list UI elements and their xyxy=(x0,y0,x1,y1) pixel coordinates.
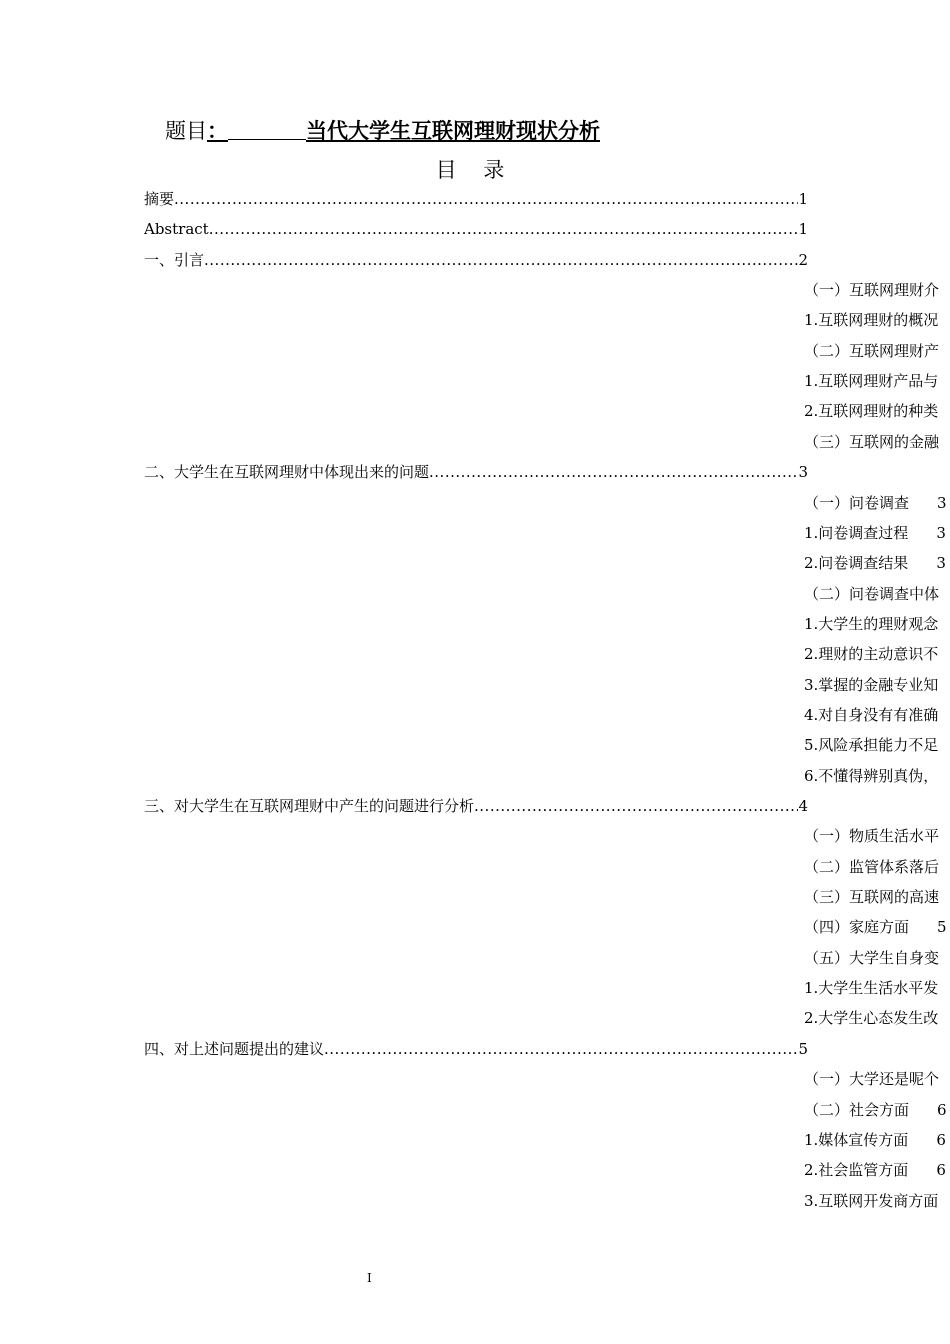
toc-entry[interactable] xyxy=(804,1186,950,1216)
toc-entry[interactable] xyxy=(144,457,808,487)
toc-entry-label: （一）问卷调查 xyxy=(804,493,910,512)
toc-entry-label: 摘要 xyxy=(144,190,175,208)
toc-entry-label: 2.互联网理财的种类 xyxy=(804,402,939,421)
toc-entry-page: 5 xyxy=(798,1039,808,1058)
toc-entry-page: 4 xyxy=(798,797,808,815)
toc-entry[interactable] xyxy=(804,700,950,730)
toc-entry[interactable] xyxy=(804,761,950,791)
toc-entry-page: 3 xyxy=(936,523,946,542)
toc-entry[interactable] xyxy=(804,1003,950,1033)
toc-entry-label: 1.媒体宣传方面 xyxy=(804,1130,909,1149)
toc-entry-page: 1 xyxy=(798,190,808,208)
toc-entry-label: 1.互联网理财产品与 xyxy=(804,372,939,391)
title-underline-gap xyxy=(228,117,306,140)
toc-entry-label: （四）家庭方面 xyxy=(804,918,910,937)
title-colon: ： xyxy=(207,118,228,143)
toc-entry[interactable] xyxy=(804,305,950,335)
toc-entry-label: （二）互联网理财产 xyxy=(804,341,940,360)
toc-entry-label: 一、引言 xyxy=(144,250,205,269)
toc-entry-label: 3.掌握的金融专业知 xyxy=(804,675,939,694)
toc-entry-label: 1.互联网理财的概况 xyxy=(804,311,939,330)
toc-entry[interactable] xyxy=(804,1125,950,1155)
toc-entry-label: 1.大学生的理财观念 xyxy=(804,614,939,633)
toc-leader-dots xyxy=(209,214,799,244)
toc-entry[interactable] xyxy=(804,730,950,760)
toc-entry-label: （二）监管体系落后 xyxy=(804,857,940,876)
toc-leader-dots xyxy=(204,245,798,275)
toc-entry[interactable] xyxy=(804,427,950,457)
toc-leader-dots xyxy=(324,1034,798,1064)
toc-entry[interactable] xyxy=(804,518,950,548)
toc-entry-label: 3.互联网开发商方面 xyxy=(804,1191,939,1210)
toc-entry[interactable] xyxy=(804,609,950,639)
toc-entry[interactable] xyxy=(804,336,950,366)
toc-entry[interactable] xyxy=(804,943,950,973)
toc-entry-label: （二）问卷调查中体 xyxy=(804,584,940,603)
toc-entry[interactable] xyxy=(804,670,950,700)
title-main: 当代大学生互联网理财现状分析 xyxy=(306,118,600,143)
toc-entry-label: 4.对自身没有有准确 xyxy=(804,705,939,724)
toc-entry[interactable] xyxy=(804,366,950,396)
toc-entry[interactable] xyxy=(804,548,950,578)
document-title xyxy=(165,116,600,146)
toc-entry-page: 3 xyxy=(937,493,947,512)
toc-entry[interactable] xyxy=(804,973,950,1003)
toc-entry-page: 2 xyxy=(798,250,808,269)
toc-entry-page: 6 xyxy=(936,1161,946,1180)
toc-entry-page: 6 xyxy=(937,1100,947,1119)
toc-entry-label: Abstract xyxy=(144,220,209,239)
toc-entry-label: （五）大学生自身变 xyxy=(804,948,940,967)
toc-entry-label: 2.问卷调查结果 xyxy=(804,554,909,573)
toc-entry[interactable] xyxy=(804,882,950,912)
toc-entry[interactable] xyxy=(144,184,808,214)
toc-leader-dots xyxy=(174,184,798,214)
toc-leader-dots xyxy=(474,791,798,821)
toc-entry-label: （三）互联网的高速 xyxy=(804,888,940,907)
toc-entry-label: （一）互联网理财介 xyxy=(804,281,940,300)
toc-entry-label: （三）互联网的金融 xyxy=(804,432,940,451)
toc-entry[interactable] xyxy=(144,1034,808,1064)
toc-entry-label: 三、对大学生在互联网理财中产生的问题进行分析 xyxy=(144,797,475,815)
toc-entry-label: 2.大学生心态发生改 xyxy=(804,1009,939,1028)
toc-entry-label: 2.社会监管方面 xyxy=(804,1161,909,1180)
page-number-footer: I xyxy=(367,1271,372,1285)
toc-entry[interactable] xyxy=(804,821,950,851)
toc-entry-label: （一）大学还是呢个 xyxy=(804,1070,940,1089)
toc-entry-label: 5.风险承担能力不足 xyxy=(804,736,939,755)
toc-entry[interactable] xyxy=(804,912,950,942)
toc-entry[interactable] xyxy=(804,1155,950,1185)
toc-entry-label: （一）物质生活水平 xyxy=(804,827,940,846)
toc-entry-page: 1 xyxy=(798,220,808,239)
toc-entry[interactable] xyxy=(144,245,808,275)
toc-entry-page: 3 xyxy=(798,463,808,482)
toc-entry-label: 1.大学生生活水平发 xyxy=(804,979,939,998)
toc-entry[interactable] xyxy=(144,214,808,244)
toc-leader-dots xyxy=(429,457,798,487)
toc-entry-page: 5 xyxy=(937,918,947,937)
toc-entry-page: 6 xyxy=(936,1130,946,1149)
toc-entry-page: 3 xyxy=(936,554,946,573)
toc-entry[interactable] xyxy=(804,488,950,518)
toc-entry-label: 二、大学生在互联网理财中体现出来的问题 xyxy=(144,463,430,482)
toc-entry-label: 四、对上述问题提出的建议 xyxy=(144,1039,325,1058)
toc-entry-label: 6.不懂得辨别真伪， xyxy=(804,766,939,785)
toc-heading: 目 录 xyxy=(435,158,515,182)
toc-entry[interactable] xyxy=(804,852,950,882)
title-prefix: 题目 xyxy=(165,119,207,143)
toc-entry-label: 2.理财的主动意识不 xyxy=(804,645,939,664)
toc-entry[interactable] xyxy=(144,791,808,821)
toc-entry-label: 1.问卷调查过程 xyxy=(804,523,909,542)
toc-entry[interactable] xyxy=(804,1064,950,1094)
toc-entry[interactable] xyxy=(804,1095,950,1125)
toc-entry[interactable] xyxy=(804,579,950,609)
toc-entry[interactable] xyxy=(804,396,950,426)
toc-entry[interactable] xyxy=(804,275,950,305)
toc-entry[interactable] xyxy=(804,639,950,669)
toc-entry-label: （二）社会方面 xyxy=(804,1100,910,1119)
